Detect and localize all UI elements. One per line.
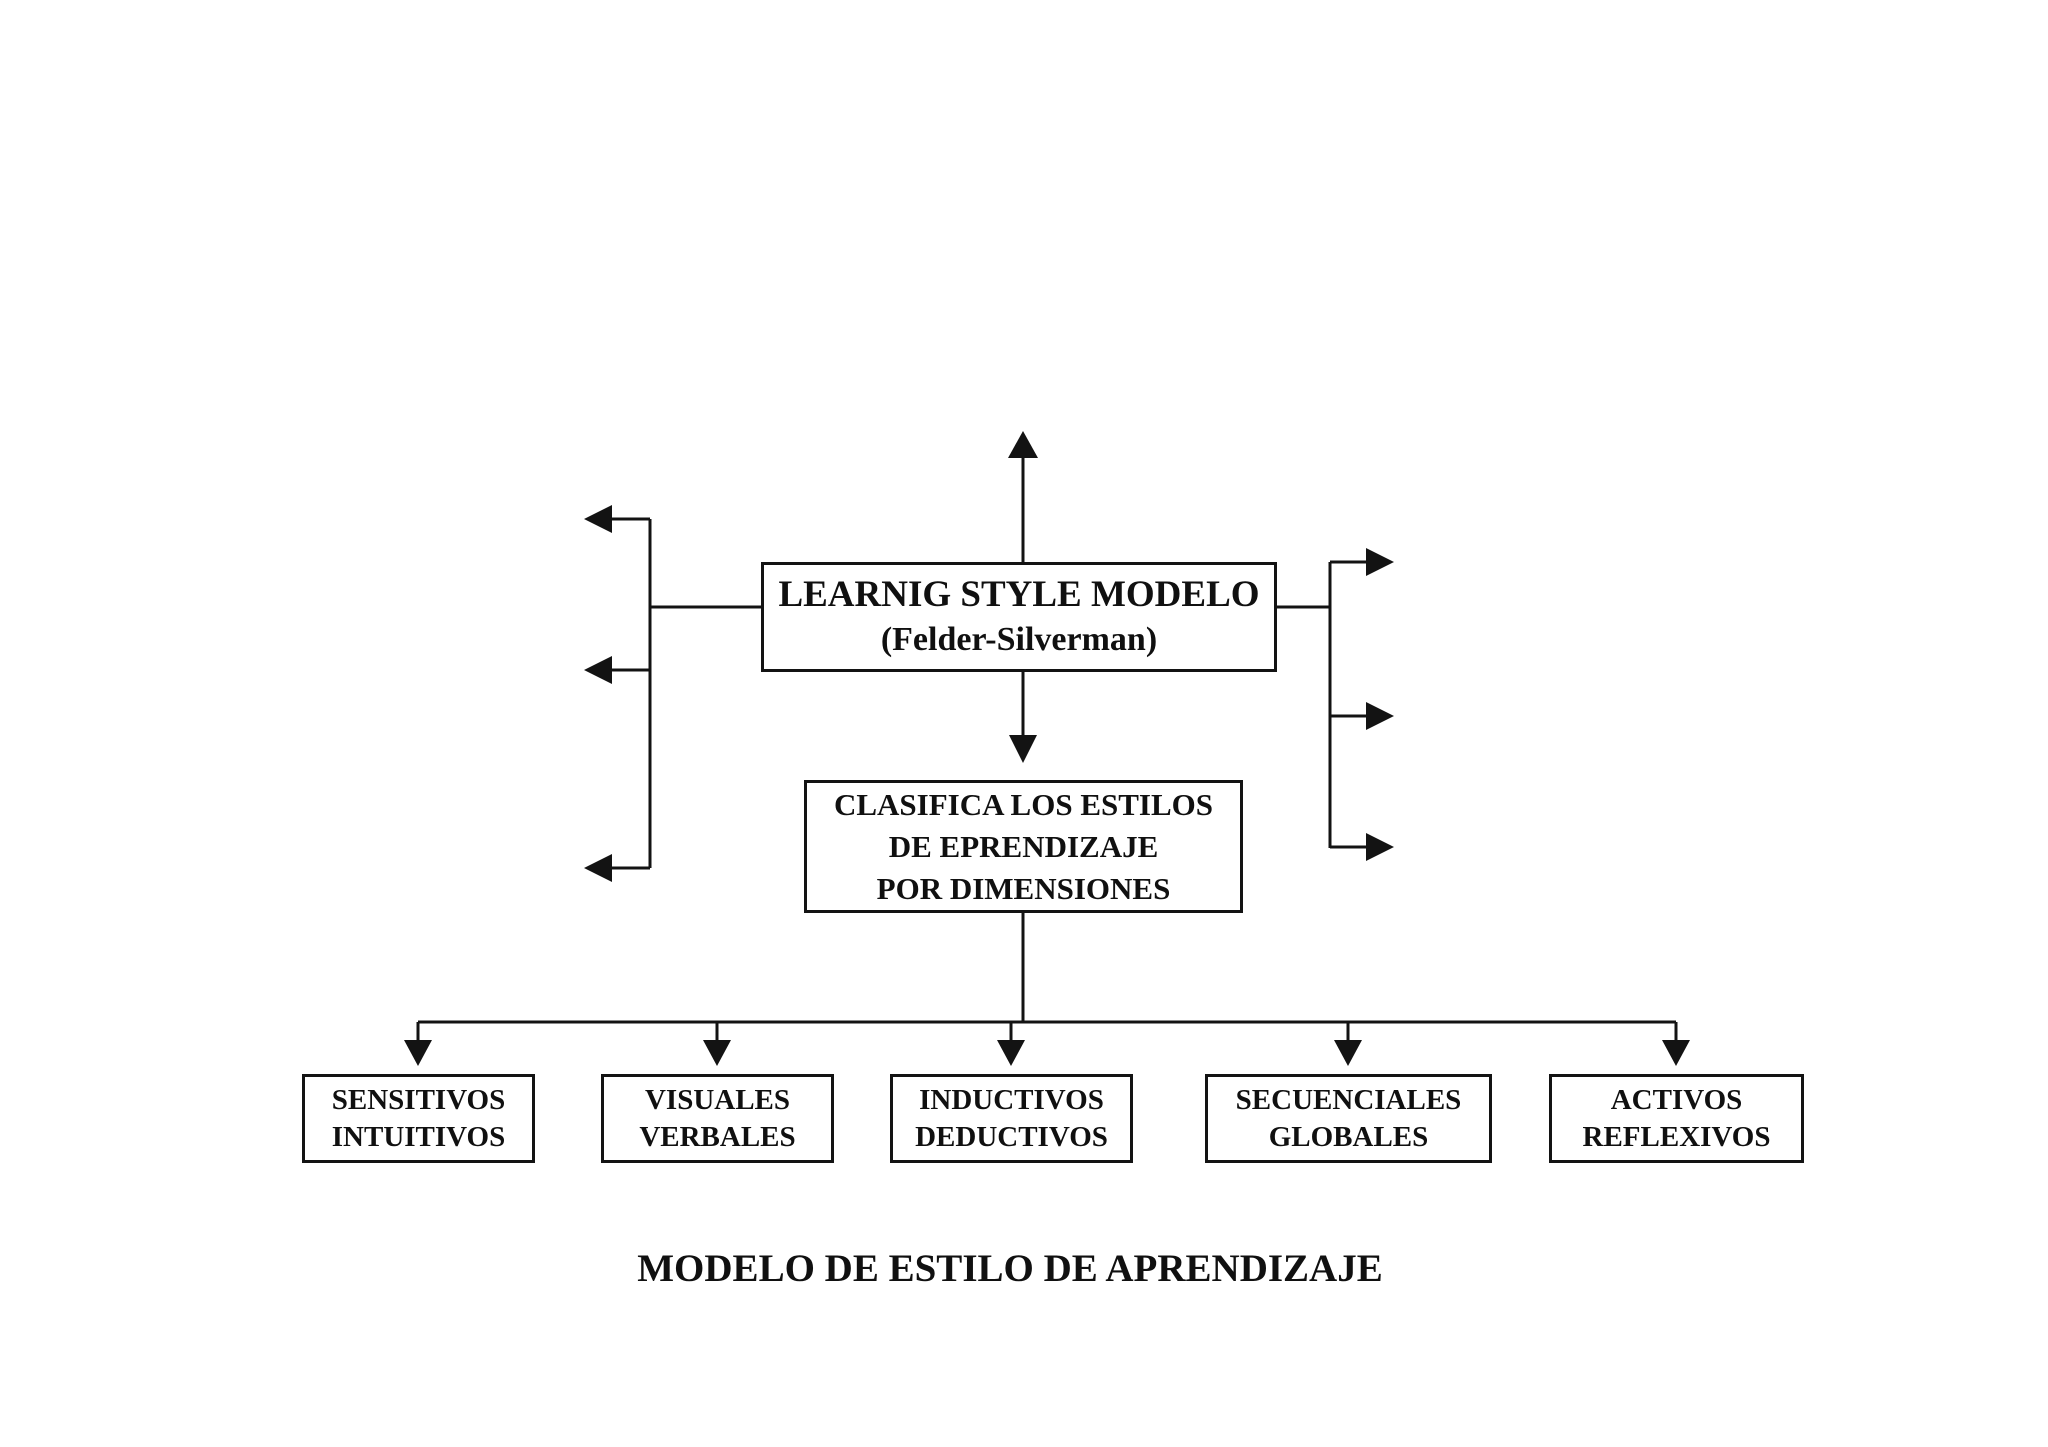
arrow-down-dim-3-icon [997,1022,1025,1066]
left-bracket [650,519,761,868]
title-box-line2: (Felder-Silverman) [880,621,1158,658]
dim-box-3-line2: GLOBALES [1268,1120,1429,1153]
classify-box [804,780,1243,913]
classify-box-line3: POR DIMENSIONES [876,870,1171,906]
diagram-caption: MODELO DE ESTILO DE APRENDIZAJE [637,1247,1383,1290]
arrow-down-dim-1-icon [404,1022,432,1066]
dim-box-0-line2: INTUITIVOS [331,1120,506,1153]
arrow-down-dim-5-icon [1662,1022,1690,1066]
dimension-box-inductivos-deductivos [890,1074,1133,1163]
dimension-box-visuales-verbales [601,1074,834,1163]
arrow-right-bottom-icon [1330,833,1394,861]
title-box [761,562,1277,672]
dim-box-4-line2: REFLEXIVOS [1582,1120,1771,1153]
dim-box-0-line1: SENSITIVOS [331,1083,506,1116]
classify-box-line2: DE EPRENDIZAJE [888,828,1159,864]
title-box-line1: LEARNIG STYLE MODELO [778,574,1260,615]
dimension-box-sensitivos-intuitivos [302,1074,535,1163]
dim-box-1-line1: VISUALES [644,1083,791,1116]
arrow-up-icon [1008,431,1038,562]
arrow-down-dim-2-icon [703,1022,731,1066]
arrow-left-bottom-icon [584,854,650,882]
arrow-right-middle-icon [1330,702,1394,730]
arrow-down-dim-4-icon [1334,1022,1362,1066]
dim-box-2-line1: INDUCTIVOS [919,1083,1104,1116]
dim-box-2-line2: DEDUCTIVOS [915,1120,1108,1153]
classify-box-line1: CLASIFICA LOS ESTILOS [833,786,1214,822]
dim-box-1-line2: VERBALES [639,1120,796,1153]
right-bracket [1277,562,1330,848]
dim-box-4-line1: ACTIVOS [1610,1083,1743,1116]
arrow-left-top-icon [584,505,650,533]
dimension-box-activos-reflexivos [1549,1074,1804,1163]
arrow-right-top-icon [1330,548,1394,576]
arrow-left-middle-icon [584,656,650,684]
dim-box-3-line1: SECUENCIALES [1235,1083,1462,1116]
dimension-box-secuenciales-globales [1205,1074,1492,1163]
arrow-down-title-to-classify-icon [1009,672,1037,763]
